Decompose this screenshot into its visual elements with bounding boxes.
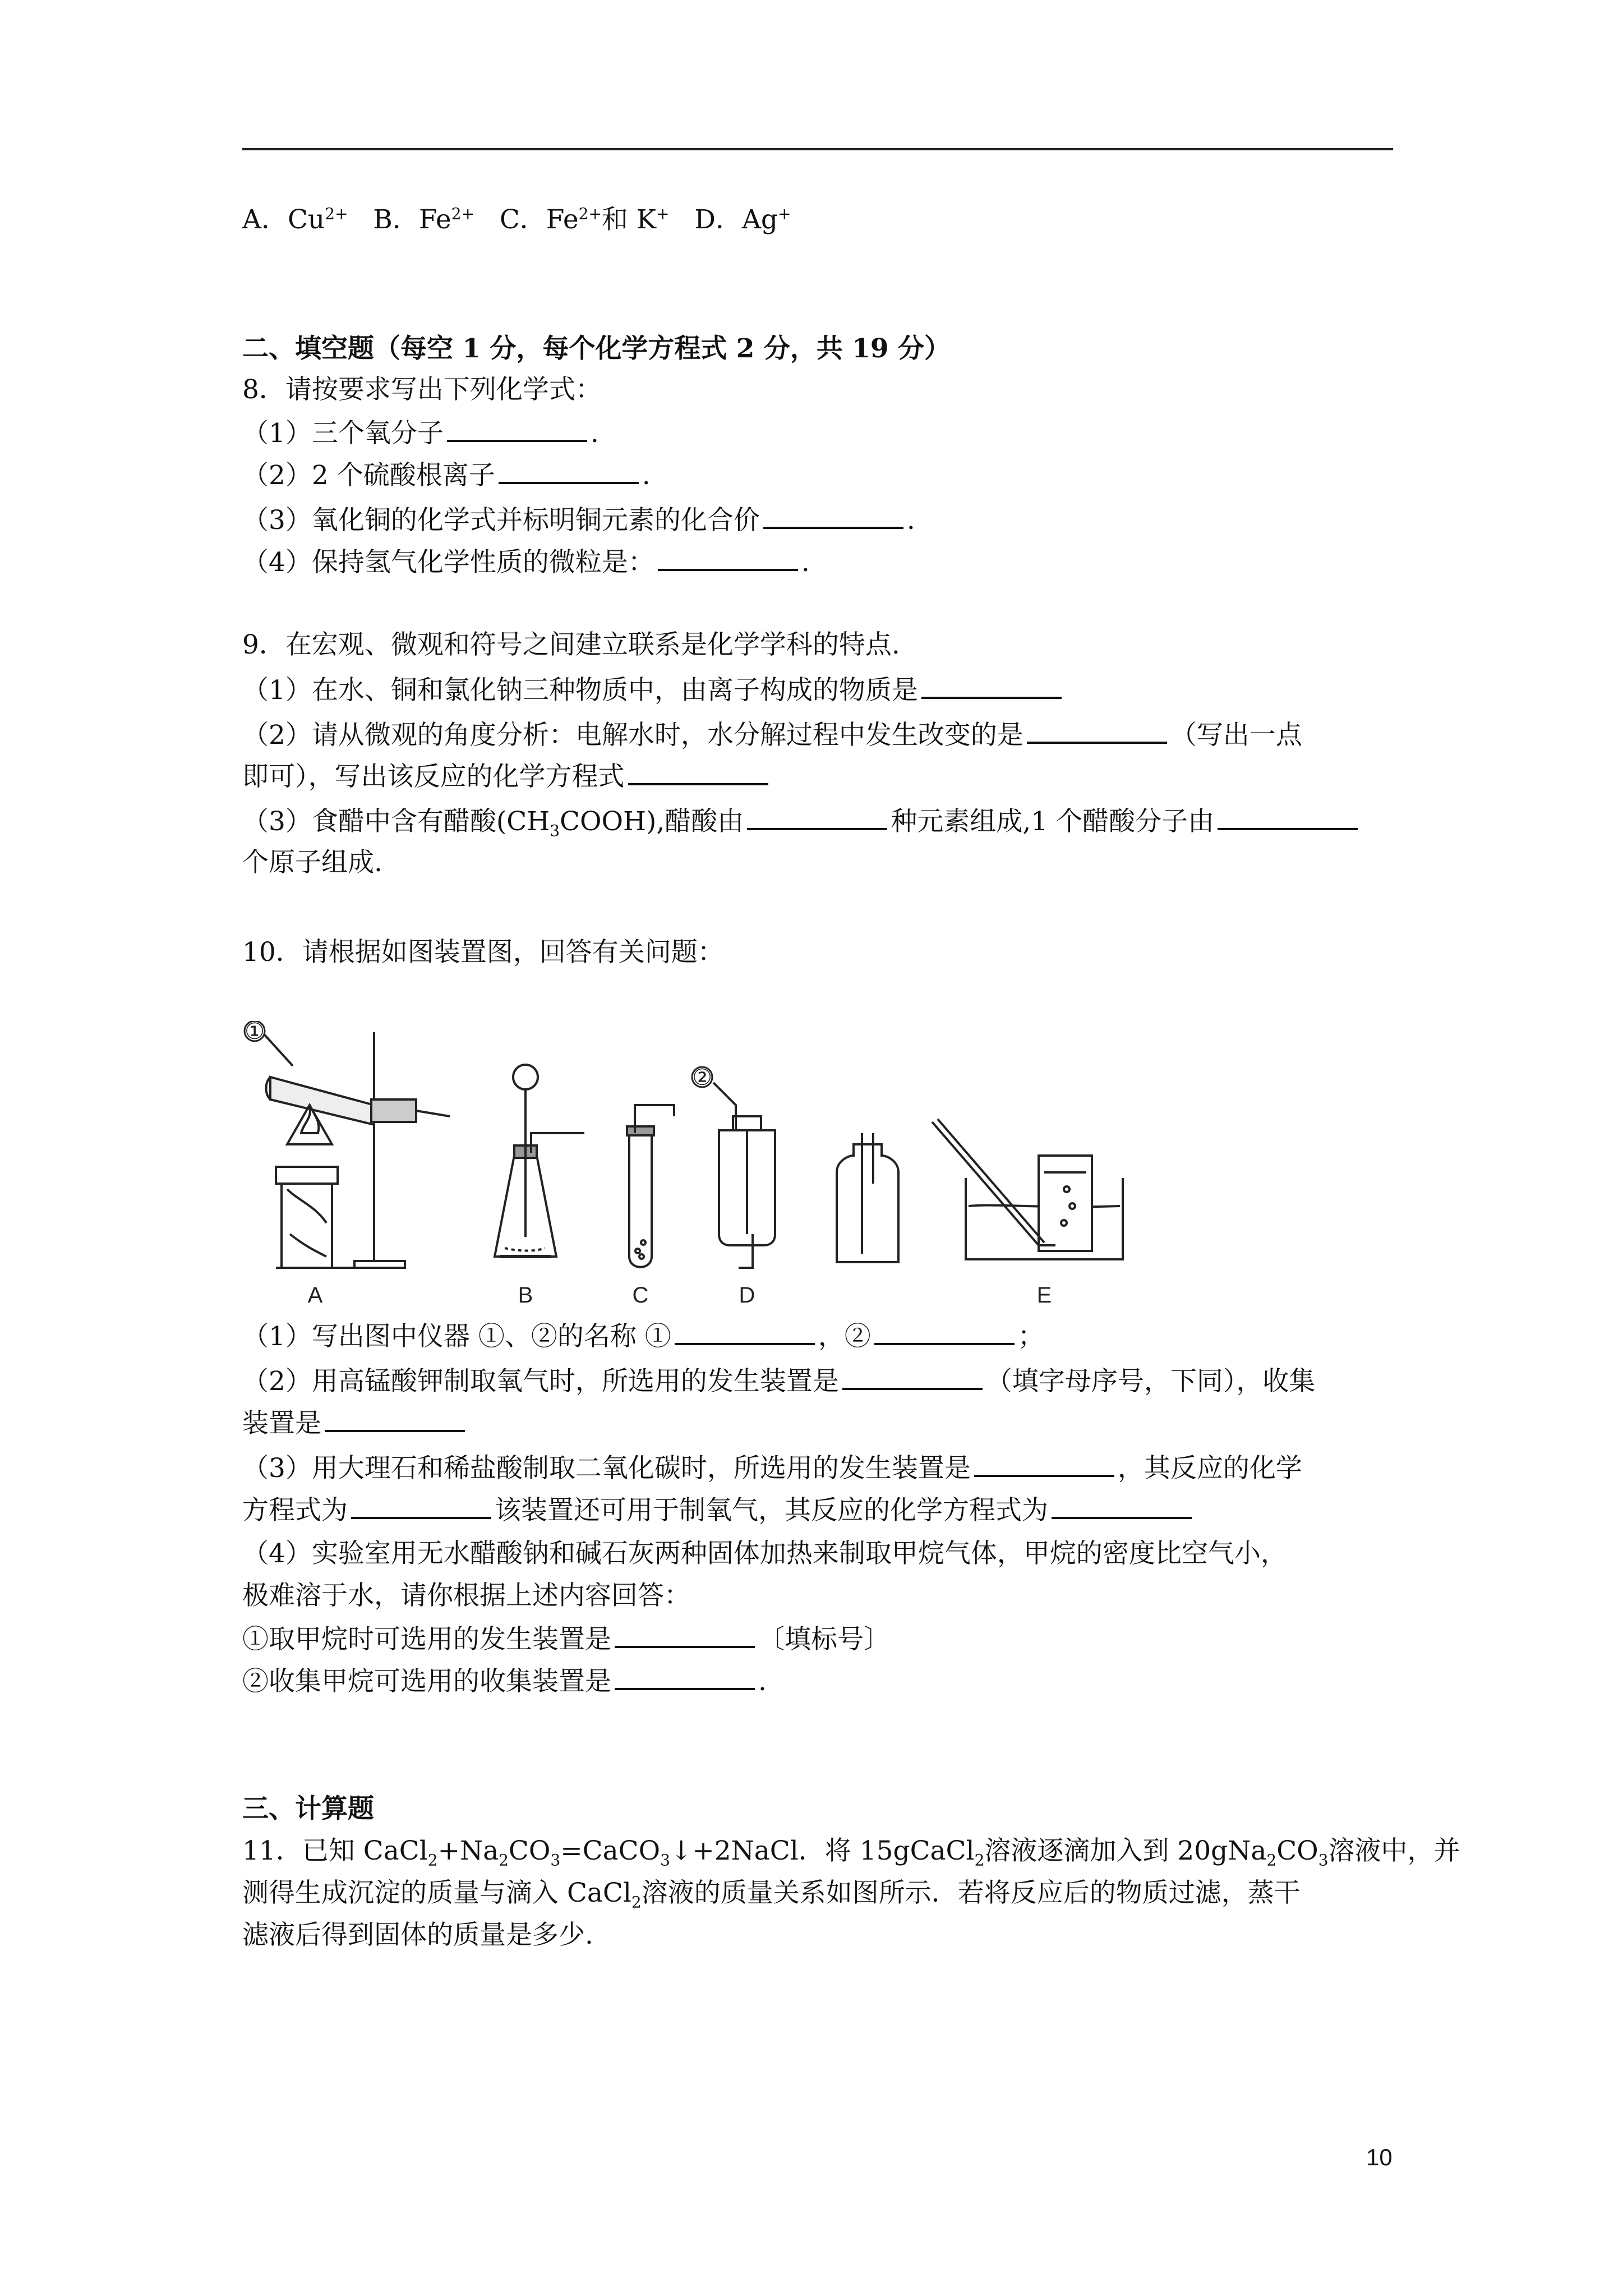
- answer-blank[interactable]: [615, 1621, 755, 1648]
- answer-blank[interactable]: [1052, 1492, 1192, 1519]
- q9-part-2-cont: 即可），写出该反应的化学方程式: [242, 758, 772, 794]
- answer-blank[interactable]: [675, 1318, 815, 1345]
- q11-line-3: 滤液后得到固体的质量是多少.: [242, 1920, 593, 1950]
- answer-blank[interactable]: [874, 1318, 1015, 1345]
- q9-part-3: （3）食醋中含有醋酸$(CH_3COOH)$,醋酸由 种元素组成,1 个醋酸分子由: [242, 803, 1361, 839]
- q8-part-2: （2）2 个硫酸根离子 .: [242, 457, 651, 493]
- answer-blank[interactable]: [763, 502, 903, 529]
- label-d: D: [739, 1283, 755, 1307]
- apparatus-a: [265, 1032, 450, 1268]
- label-c: C: [632, 1283, 649, 1307]
- q10-stem: 10．请根据如图装置图，回答有关问题：: [242, 937, 724, 968]
- answer-blank[interactable]: [842, 1363, 983, 1390]
- marker-1: ①: [245, 1021, 265, 1044]
- q10-subpart-1: ①取甲烷时可选用的发生装置是 〔填标号〕: [242, 1621, 890, 1657]
- answer-blank[interactable]: [921, 672, 1062, 699]
- answer-blank[interactable]: [658, 544, 798, 571]
- option-b: B．$Fe^{2+}$: [373, 204, 474, 235]
- section-3-title: 三、计算题: [242, 1793, 374, 1824]
- q9-part-2: （2）请从微观的角度分析：电解水时，水分解过程中发生改变的是 （写出一点: [242, 717, 1302, 752]
- answer-blank[interactable]: [351, 1492, 491, 1519]
- answer-blank[interactable]: [974, 1450, 1114, 1477]
- q8-stem: 8．请按要求写出下列化学式：: [242, 374, 602, 405]
- apparatus-b: [495, 1065, 584, 1257]
- q10-part-2-cont: 装置是: [242, 1405, 468, 1441]
- page-number: 10: [1366, 2144, 1393, 2170]
- q10-part-3-cont: 方程式为 该装置还可用于制氧气，其反应的化学方程式为: [242, 1492, 1195, 1527]
- option-d: D．Ag+: [694, 204, 791, 235]
- answer-blank[interactable]: [447, 415, 587, 442]
- answer-blank[interactable]: [628, 758, 768, 785]
- section-2-title: 二、填空题（每空 1 分，每个化学方程式 2 分，共 19 分）: [242, 333, 951, 364]
- q8-part-4: （4）保持氢气化学性质的微粒是： .: [242, 544, 810, 579]
- answer-blank[interactable]: [499, 457, 639, 484]
- label-e: E: [1036, 1283, 1052, 1307]
- q10-subpart-2: ②收集甲烷可选用的收集装置是 .: [242, 1663, 767, 1699]
- label-a: A: [307, 1283, 323, 1307]
- label-b: B: [518, 1283, 533, 1307]
- q10-part-2: （2）用高锰酸钾制取氧气时，所选用的发生装置是 （填字母序号，下同），收集: [242, 1363, 1315, 1398]
- q8-part-3: （3）氧化铜的化学式并标明铜元素的化合价 .: [242, 502, 915, 537]
- header-rule: [242, 148, 1393, 150]
- q9-stem: 9．在宏观、微观和符号之间建立联系是化学学科的特点.: [242, 629, 900, 660]
- q9-part-1: （1）在水、铜和氯化钠三种物质中，由离子构成的物质是: [242, 672, 1065, 707]
- apparatus-d: [713, 1083, 775, 1268]
- q7-options: [242, 203, 791, 237]
- q11-line-2: 测得生成沉淀的质量与滴入 CaCl$_2$溶液的质量关系如图所示．若将反应后的物质过滤，蒸干: [242, 1878, 1301, 1912]
- apparatus-f: [932, 1119, 1123, 1259]
- q10-part-1: （1）写出图中仪器 ①、②的名称 ① ，② ；: [242, 1318, 1044, 1354]
- answer-blank[interactable]: [747, 803, 887, 830]
- marker-2: ②: [692, 1065, 712, 1090]
- option-c: C．$Fe^{2+}$和 K+: [499, 204, 670, 235]
- q10-part-4: （4）实验室用无水醋酸钠和碱石灰两种固体加热来制取甲烷气体，甲烷的密度比空气小，: [242, 1538, 1287, 1569]
- answer-blank[interactable]: [615, 1663, 755, 1690]
- q10-part-4-cont: 极难溶于水，请你根据上述内容回答：: [242, 1580, 690, 1611]
- q11-line-1: 11．已知 $CaCl_2+Na_2CO_3=CaCO_3↓+2NaCl$．将 15gCaCl$_2$溶液逐滴加入到 $20gNa_2CO_3$溶液中，并: [242, 1835, 1460, 1870]
- apparatus-c: [627, 1105, 674, 1267]
- answer-blank[interactable]: [1027, 717, 1167, 744]
- apparatus-e: [837, 1133, 898, 1262]
- answer-blank[interactable]: [325, 1405, 465, 1432]
- answer-blank[interactable]: [1218, 803, 1358, 830]
- q8-part-1: （1）三个氧分子 .: [242, 415, 599, 450]
- q10-part-3: （3）用大理石和稀盐酸制取二氧化碳时，所选用的发生装置是 ，其反应的化学: [242, 1450, 1302, 1485]
- q9-part-3-cont: 个原子组成.: [242, 847, 382, 878]
- apparatus-figure: [242, 1021, 1168, 1307]
- option-a: A．$Cu^{2+}$: [242, 204, 348, 235]
